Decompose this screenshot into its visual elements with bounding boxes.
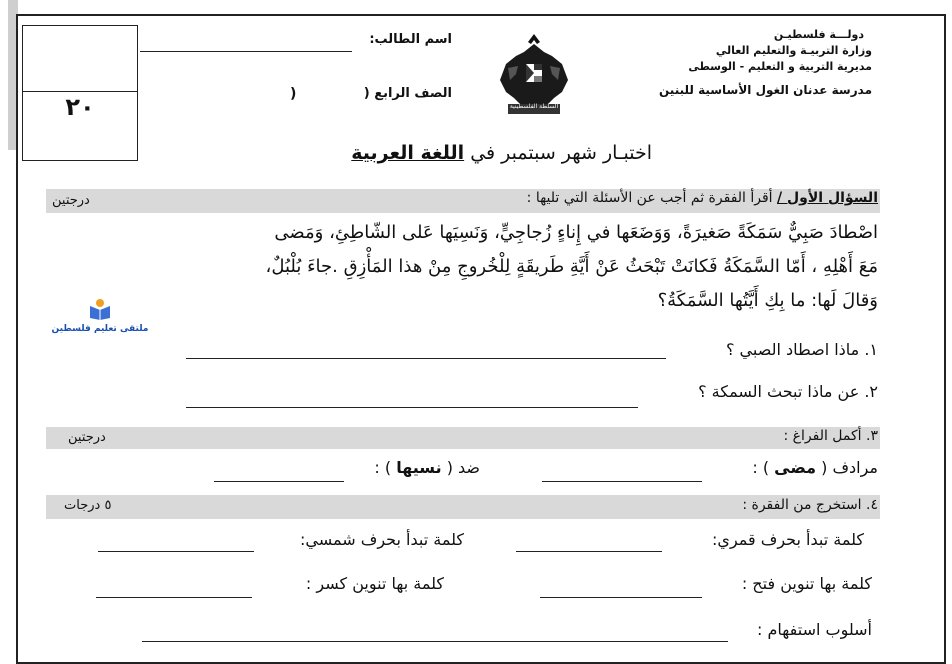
q4-item-fath: كلمة بها تنوين فتح : [741, 574, 872, 593]
book-icon [88, 298, 112, 320]
antonym-word: نسيها [396, 458, 442, 477]
palestine-emblem-icon [496, 28, 572, 116]
score-divider [22, 91, 138, 92]
q1-label: السؤال الأول / [777, 190, 878, 206]
passage-line-3: وَقالَ لَها: ما بِكِ أَيَّتُها السَّمَكَةُ؟ [657, 290, 878, 311]
score-value: ٢٠ [65, 93, 95, 121]
q4-item-qamari: كلمة تبدأ بحرف قمري: [712, 530, 864, 549]
emblem-caption: السلطة الفلسطينية [509, 103, 559, 110]
q4-label: ٤. استخرج من الفقرة : [742, 497, 878, 513]
grade-label: الصف الرابع ( [363, 86, 452, 101]
synonym-item [752, 458, 878, 477]
q4-item-question: أسلوب استفهام : [757, 620, 872, 639]
q4-answer-line-question[interactable] [142, 641, 728, 642]
antonym-close: ) : [374, 458, 392, 477]
q4-answer-line-fath[interactable] [540, 597, 702, 598]
q3-bar [46, 427, 880, 449]
exam-title-prefix: اختبـار شهر سبتمبر في [470, 142, 652, 164]
q1-marks: درجتين [52, 193, 90, 208]
q1-item-2: ٢. عن ماذا تبحث السمكة ؟ [698, 382, 878, 401]
page-border [16, 14, 946, 664]
q4-item-shamsi: كلمة تبدأ بحرف شمسي: [300, 530, 464, 549]
q1-instruction: أقرأ الفقرة ثم أجب عن الأسئلة التي تليها : [526, 190, 773, 206]
header-school: مدرسة عدنان الغول الأساسية للبنين [659, 83, 872, 97]
q4-answer-line-shamsi[interactable] [98, 551, 254, 552]
passage-line-1: اصْطادَ صَبِيٌّ سَمَكَةً صَغيرَةً، وَوَضَعَها في إِناءٍ زُجاجِيٍّ، وَنَسِيَها عَلى الشّاطِئِ، وَمَضى [274, 222, 878, 243]
exam-title [351, 142, 652, 164]
q1-answer-line-1[interactable] [186, 358, 666, 359]
passage-line-2: مَعَ أَهْلِهِ ، أَمّا السَّمَكَةُ فَكانَتْ تَبْحَثُ عَنْ أَيَّةِ طَريقَةٍ لِلْخُروجِ مِنْ هذا المَأْزِقِ .جاءَ بُلْبُلٌ، [265, 256, 878, 277]
synonym-word: مضى [774, 458, 817, 477]
student-name-label: اسم الطالب: [369, 32, 452, 47]
header-directorate: مديرية التربية و التعليم - الوسطى [688, 60, 872, 73]
antonym-label: ضد ( [446, 458, 480, 477]
synonym-answer-line[interactable] [542, 481, 702, 482]
antonym-answer-line[interactable] [214, 481, 344, 482]
grade-close: ) [290, 86, 297, 102]
q4-marks: ٥ درجات [64, 498, 112, 513]
q3-label: ٣. أكمل الفراغ : [783, 428, 878, 444]
q3-marks: درجتين [68, 430, 106, 445]
q1-item-1: ١. ماذا اصطاد الصبي ؟ [725, 340, 878, 359]
q1-bar-text [527, 190, 878, 206]
exam-title-subject: اللغة العربية [351, 142, 465, 164]
header-ministry: وزارة التربيـة والتعليم العالي [715, 44, 872, 57]
watermark-logo [48, 296, 152, 340]
header-state: دولـــة فلسطيـن [773, 28, 864, 41]
antonym-item [374, 458, 480, 477]
synonym-label: مرادف ( [821, 458, 878, 477]
q4-item-kasr: كلمة بها تنوين كسر : [305, 574, 444, 593]
watermark-text: ملتقى تعليم فلسطين [51, 324, 149, 334]
synonym-close: ) : [752, 458, 770, 477]
q1-answer-line-2[interactable] [186, 407, 638, 408]
q4-answer-line-qamari[interactable] [516, 551, 662, 552]
student-name-line[interactable] [140, 51, 352, 52]
q4-answer-line-kasr[interactable] [96, 597, 252, 598]
